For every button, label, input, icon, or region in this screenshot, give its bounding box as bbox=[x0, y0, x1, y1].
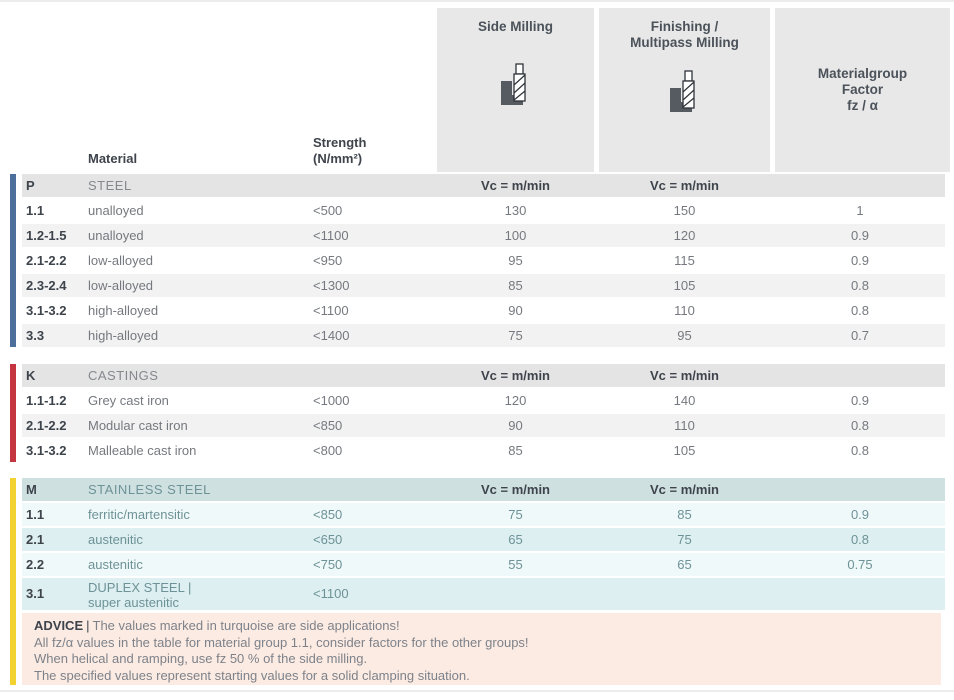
group-code: M bbox=[26, 482, 37, 497]
advice-text-1: The values marked in turquoise are side applications! bbox=[92, 618, 400, 633]
finish-vc-value: 85 bbox=[677, 507, 692, 522]
side-vc-value: 55 bbox=[508, 557, 523, 572]
factor-value: 0.8 bbox=[850, 303, 870, 318]
group-code: K bbox=[26, 368, 36, 383]
factor-value: 0.9 bbox=[850, 253, 870, 268]
material-group-code: 3.1-3.2 bbox=[26, 443, 67, 458]
section-header-row bbox=[22, 364, 945, 387]
material-group-code: 3.1-3.2 bbox=[26, 303, 67, 318]
finish-vc-value: 65 bbox=[677, 557, 692, 572]
factor-title-line1: Materialgroup bbox=[817, 66, 908, 81]
material-name bbox=[88, 578, 308, 612]
strength-value: <500 bbox=[313, 203, 343, 218]
table-row bbox=[22, 299, 945, 322]
bottom-divider bbox=[0, 690, 954, 692]
table-row bbox=[22, 578, 945, 610]
strength-value: <1300 bbox=[313, 278, 350, 293]
finish-vc-value: 110 bbox=[674, 303, 695, 318]
stainless-group-color-bar bbox=[10, 478, 16, 685]
material-group-code: 2.3-2.4 bbox=[26, 278, 67, 293]
top-divider bbox=[0, 0, 954, 2]
strength-value: <1100 bbox=[313, 303, 349, 318]
side-vc-value: 95 bbox=[508, 253, 523, 268]
advice-line-2: All fz/α values in the table for material group 1.1, consider factors for the other groups! bbox=[34, 634, 529, 650]
material-group-code: 3.1 bbox=[26, 586, 45, 601]
side-vc-value: 90 bbox=[508, 418, 523, 433]
material-name: high-alloyed bbox=[88, 303, 159, 318]
factor-value: 0.8 bbox=[850, 532, 870, 547]
factor-value: 0.9 bbox=[850, 393, 870, 408]
factor-value: 0.9 bbox=[850, 507, 870, 522]
material-group-code: 1.1 bbox=[26, 507, 45, 522]
finishing-title-line1: Finishing / bbox=[650, 19, 719, 34]
side-vc-value: 130 bbox=[504, 203, 527, 218]
factor-value: 0.8 bbox=[850, 443, 870, 458]
finish-vc-value: 110 bbox=[674, 418, 695, 433]
material-name: ferritic/martensitic bbox=[88, 507, 190, 522]
advice-line-1 bbox=[22, 618, 941, 635]
materialgroup-factor-title bbox=[775, 66, 950, 114]
material-name: high-alloyed bbox=[88, 328, 159, 343]
finish-vc-value: 150 bbox=[673, 203, 696, 218]
finish-vc-value: 75 bbox=[677, 532, 692, 547]
material-name-line2: super austenitic bbox=[88, 595, 180, 610]
finish-vc-value: 115 bbox=[674, 253, 695, 268]
advice-note bbox=[22, 613, 941, 685]
factor-value: 0.8 bbox=[850, 418, 870, 433]
factor-value: 0.7 bbox=[850, 328, 870, 343]
finish-vc-unit-label: Vc = m/min bbox=[650, 482, 719, 497]
side-vc-unit-label: Vc = m/min bbox=[481, 482, 550, 497]
material-group-code: 2.1-2.2 bbox=[26, 418, 67, 433]
strength-column-label bbox=[313, 135, 366, 167]
table-row bbox=[22, 224, 945, 247]
end-mill-icon bbox=[499, 63, 533, 111]
strength-value: <850 bbox=[313, 418, 343, 433]
section-stainless-steel bbox=[22, 478, 945, 612]
factor-value: 0.9 bbox=[850, 228, 870, 243]
material-group-code: 2.2 bbox=[26, 557, 45, 572]
table-row bbox=[22, 199, 945, 222]
finish-vc-unit-label: Vc = m/min bbox=[650, 178, 719, 193]
material-group-code: 1.1-1.2 bbox=[26, 393, 67, 408]
factor-title-line3: fz / α bbox=[847, 98, 878, 113]
factor-value: 0.75 bbox=[847, 557, 873, 572]
factor-value: 1 bbox=[856, 203, 864, 218]
material-group-code: 2.1 bbox=[26, 532, 45, 547]
table-row bbox=[22, 528, 945, 551]
strength-value: <1100 bbox=[313, 586, 349, 601]
steel-group-color-bar bbox=[10, 174, 16, 347]
side-milling-column-header bbox=[437, 8, 594, 172]
side-vc-value: 120 bbox=[504, 393, 527, 408]
advice-label: ADVICE bbox=[34, 618, 84, 633]
side-vc-value: 75 bbox=[508, 507, 523, 522]
strength-value: <1100 bbox=[313, 228, 349, 243]
table-row bbox=[22, 274, 945, 297]
material-name-line1: DUPLEX STEEL | bbox=[88, 580, 192, 595]
strength-value: <650 bbox=[313, 532, 343, 547]
advice-line-4: The specified values represent starting values for a solid clamping situation. bbox=[34, 667, 470, 683]
group-code: P bbox=[26, 178, 35, 193]
table-row bbox=[22, 324, 945, 347]
materialgroup-factor-column-header bbox=[775, 8, 950, 172]
finish-vc-value: 105 bbox=[673, 443, 696, 458]
section-header-row bbox=[22, 478, 945, 501]
castings-group-color-bar bbox=[10, 364, 16, 462]
section-steel bbox=[22, 174, 945, 349]
side-vc-value: 75 bbox=[508, 328, 523, 343]
finish-vc-value: 95 bbox=[677, 328, 692, 343]
table-row bbox=[22, 503, 945, 526]
material-name: Malleable cast iron bbox=[88, 443, 197, 458]
side-vc-value: 100 bbox=[504, 228, 527, 243]
strength-value: <1000 bbox=[313, 393, 350, 408]
material-name: austenitic bbox=[88, 532, 143, 547]
advice-separator: | bbox=[86, 618, 90, 633]
material-name: Modular cast iron bbox=[88, 418, 188, 433]
table-row bbox=[22, 389, 945, 412]
group-title: CASTINGS bbox=[88, 368, 159, 383]
material-name: low-alloyed bbox=[88, 253, 154, 268]
finishing-milling-column-header bbox=[599, 8, 770, 172]
section-header-row bbox=[22, 174, 945, 197]
advice-line-3: When helical and ramping, use fz 50 % of the side milling. bbox=[34, 651, 368, 666]
finish-vc-value: 120 bbox=[673, 228, 696, 243]
side-vc-unit-label: Vc = m/min bbox=[481, 178, 550, 193]
material-group-code: 1.2-1.5 bbox=[26, 228, 67, 243]
side-milling-title: Side Milling bbox=[477, 19, 553, 34]
factor-title-line2: Factor bbox=[841, 82, 884, 97]
material-name: austenitic bbox=[88, 557, 143, 572]
table-row bbox=[22, 439, 945, 462]
finish-vc-unit-label: Vc = m/min bbox=[650, 368, 719, 383]
material-column-label: Material bbox=[88, 151, 138, 166]
side-vc-value: 65 bbox=[508, 532, 523, 547]
strength-value: <850 bbox=[313, 507, 343, 522]
side-vc-value: 90 bbox=[508, 303, 523, 318]
finish-vc-value: 105 bbox=[673, 278, 696, 293]
material-group-code: 2.1-2.2 bbox=[26, 253, 67, 268]
strength-value: <800 bbox=[313, 443, 343, 458]
finish-vc-value: 140 bbox=[673, 393, 696, 408]
material-name: Grey cast iron bbox=[88, 393, 169, 408]
side-vc-value: 85 bbox=[508, 278, 523, 293]
group-title: STAINLESS STEEL bbox=[88, 482, 211, 497]
finishing-milling-title bbox=[599, 8, 770, 51]
strength-label-line2: (N/mm²) bbox=[313, 151, 363, 166]
material-group-code: 3.3 bbox=[26, 328, 45, 343]
strength-value: <950 bbox=[313, 253, 343, 268]
side-vc-value: 85 bbox=[508, 443, 523, 458]
material-group-code: 1.1 bbox=[26, 203, 45, 218]
finishing-title-line2: Multipass Milling bbox=[630, 35, 739, 50]
table-row bbox=[22, 414, 945, 437]
material-name: low-alloyed bbox=[88, 278, 154, 293]
table-row bbox=[22, 249, 945, 272]
material-name: unalloyed bbox=[88, 228, 144, 243]
table-row bbox=[22, 553, 945, 576]
strength-value: <1400 bbox=[313, 328, 350, 343]
strength-value: <750 bbox=[313, 557, 343, 572]
group-title: STEEL bbox=[88, 178, 132, 193]
factor-value: 0.8 bbox=[850, 278, 870, 293]
end-mill-icon bbox=[668, 70, 702, 118]
section-castings bbox=[22, 364, 945, 464]
strength-label-line1: Strength bbox=[313, 135, 367, 150]
material-name: unalloyed bbox=[88, 203, 144, 218]
side-vc-unit-label: Vc = m/min bbox=[481, 368, 550, 383]
